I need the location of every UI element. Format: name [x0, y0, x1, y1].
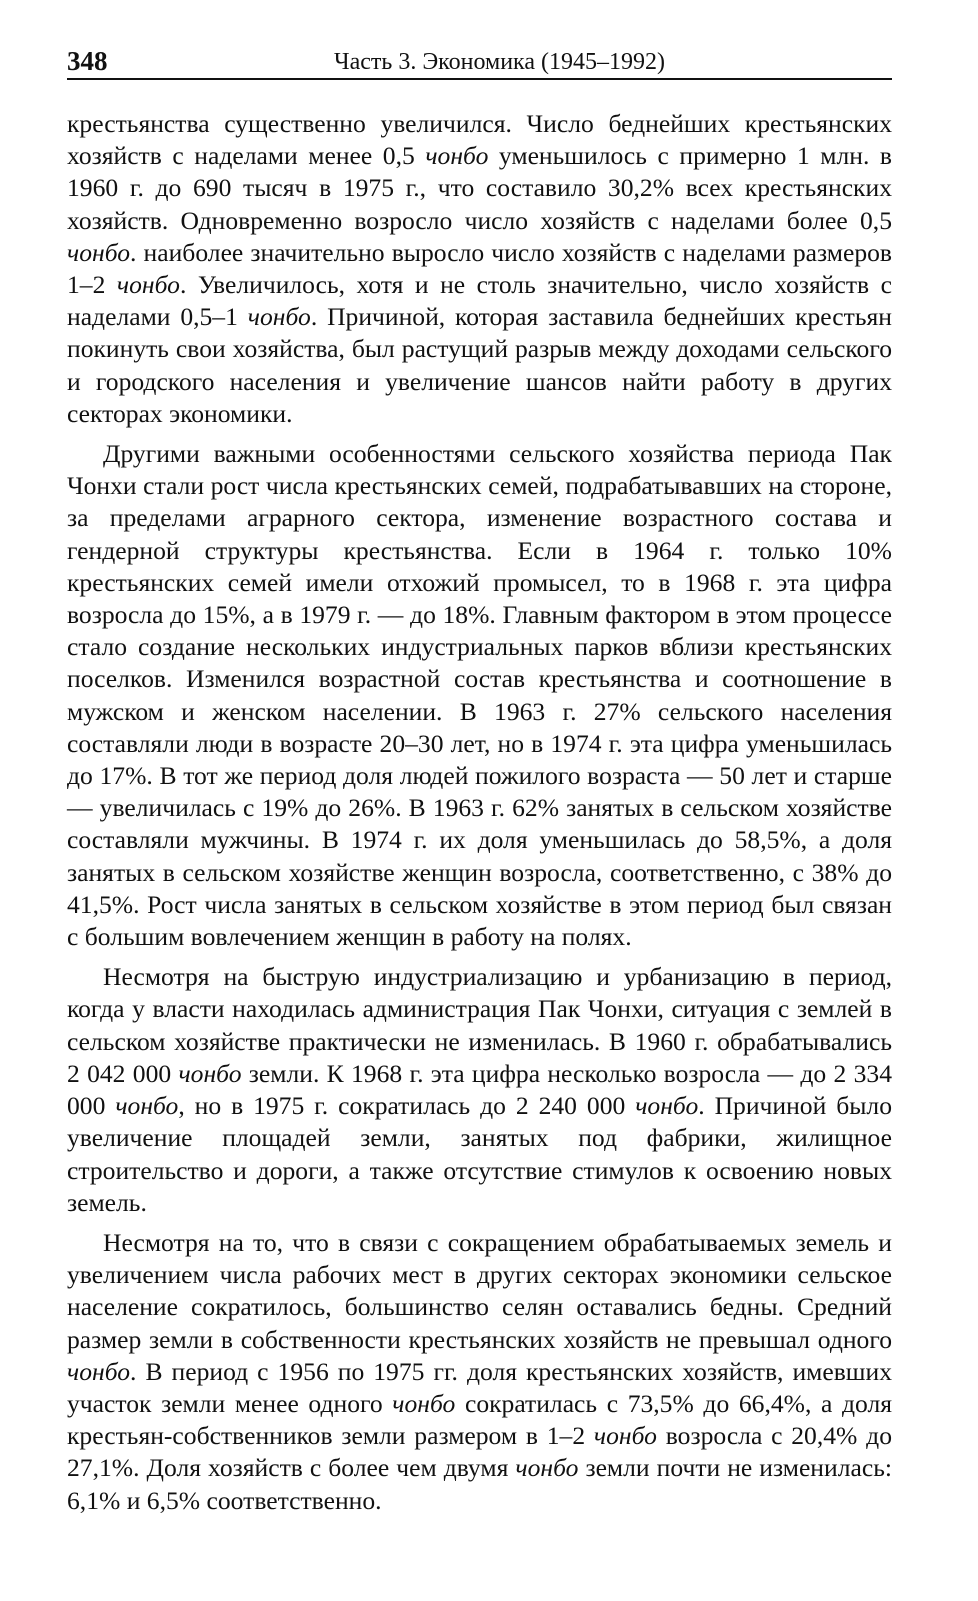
italic-term: чонбо [392, 1388, 456, 1418]
text-run: крестьянства существенно увеличился. Число беднейших крестьянских хозяйств с наделами менее 0,5 [67, 109, 892, 171]
text-run: Несмотря на то, что в связи с сокращением обрабатываемых земель и увеличением числа рабочих мест в других секторах экономики сельское население сократилось, большинство селян оставались бедны. Средний размер земли в собственности крестьянских хозяйств не превышал одного [67, 1227, 892, 1354]
text-run: сократилась с 73,5% до 66,4%, а доля крестьян-собственников земли размером в 1–2 [67, 1388, 892, 1451]
italic-term: чонбо [247, 302, 311, 332]
body-text [67, 108, 892, 1525]
italic-term: чонбо [116, 270, 180, 300]
italic-term: чонбо [178, 1058, 242, 1088]
paragraph-1 [67, 108, 892, 430]
page-header [67, 44, 892, 80]
text-run: Несмотря на быструю индустриализацию и урбанизацию в период, когда у власти находилась администрация Пак Чонхи, ситуация с землей в сельском хозяйстве практически не изменилась. В 1960 г. обрабатывались 2 042 000 [67, 962, 892, 1088]
italic-term: чонбо [635, 1091, 699, 1121]
italic-term: чонбо [425, 141, 489, 171]
text-run: . Причиной, которая заставила беднейших крестьян покинуть свои хозяйства, был растущий разрыв между доходами сельского и городского населения и увеличение шансов найти работу в других секторах экономики. [67, 302, 892, 428]
text-run: возросла с 20,4% до 27,1%. Доля хозяйств с более чем двумя [67, 1421, 892, 1483]
text-run: . Увеличилось, хотя и не столь значительно, число хозяйств с наделами 0,5–1 [67, 270, 892, 332]
italic-term: чонбо [515, 1453, 579, 1483]
running-title: Часть 3. Экономика (1945–1992) [334, 49, 665, 75]
text-run: земли почти не изменилась: 6,1% и 6,5% соответственно. [67, 1453, 892, 1515]
italic-term: чонбо [593, 1421, 657, 1451]
paragraph-4 [67, 1227, 892, 1517]
text-run: , но в 1975 г. сократилась до 2 240 000 [178, 1091, 636, 1121]
italic-term: чонбо [115, 1091, 179, 1121]
italic-term: чонбо [67, 1356, 131, 1386]
paragraph-3 [67, 961, 892, 1219]
paragraph-2 [67, 438, 892, 953]
text-run: . Причиной было увеличение площадей земли, занятых под фабрики, жилищное строительство и дороги, а также отсутствие стимулов к освоению новых земель. [67, 1091, 892, 1217]
text-run: . В период с 1956 по 1975 гг. доля крестьянских хозяйств, имевших участок земли менее одного [67, 1356, 892, 1418]
text-run: уменьшилось с примерно 1 млн. в 1960 г. до 690 тысяч в 1975 г., что составило 30,2% всех крестьянских хозяйств. Одновременно возросло число хозяйств с наделами более 0,5 [67, 141, 892, 235]
text-run: Другими важными особенностями сельского хозяйства периода Пак Чонхи стали рост числа крестьянских семей, подрабатывавших на стороне, за пределами аграрного сектора, изменение возрастного состава и гендерной структуры крестьянства. Если в 1964 г. только 10% крестьянских семей имели отхожий промысел, то в 1968 г. эта цифра возросла до 15%, а в 1979 г. — до 18%. Главным фактором в этом процессе стало создание нескольких индустриальных парков вблизи крестьянских поселков. Изменился возрастной состав крестьянства и соотношение в мужском и женском населении. В 1963 г. 27% сельского населения составляли люди в возрасте 20–30 лет, но в 1974 г. эта цифра уменьшилась до 17%. В тот же период доля людей пожилого возраста — 50 лет и старше — увеличилась с 19% до 26%. В 1963 г. 62% занятых в сельском хозяйстве составляли мужчины. В 1974 г. их доля уменьшилась до 58,5%, а доля занятых в сельском хозяйстве женщин возросла, соответственно, с 38% до 41,5%. Рост числа занятых в сельском хозяйстве в этом период был связан с большим вовлечением женщин в работу на полях. [67, 439, 892, 952]
italic-term: чонбо [67, 237, 131, 267]
page-number: 348 [67, 46, 108, 76]
text-run: земли. К 1968 г. эта цифра несколько возросла — до 2 334 000 [67, 1058, 892, 1121]
text-run: . наиболее значительно выросло число хозяйств с наделами размеров 1–2 [67, 237, 892, 300]
